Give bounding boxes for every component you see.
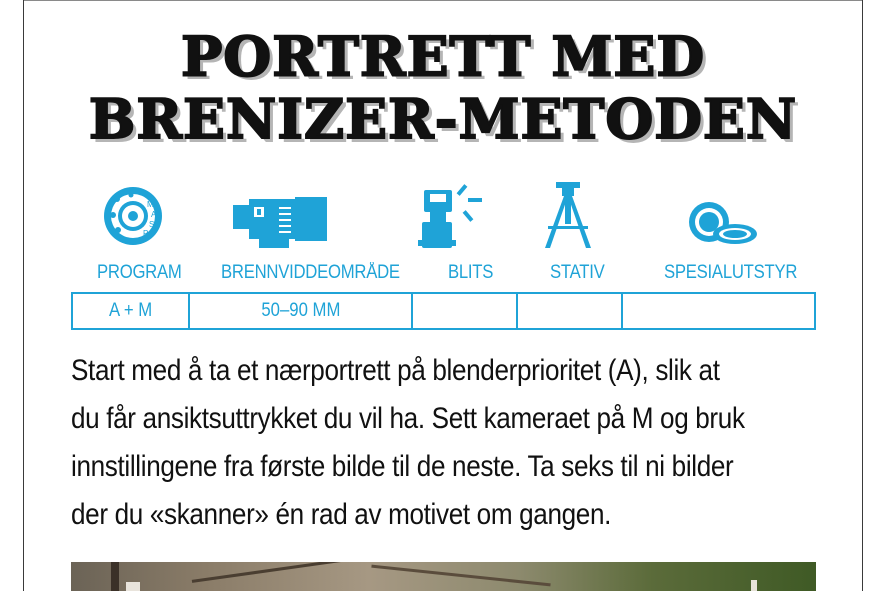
title-line-1: PORTRETT MED <box>180 24 706 88</box>
svg-text:S: S <box>149 220 155 229</box>
lens-icon <box>233 195 328 250</box>
tripod-icon <box>544 182 592 250</box>
spec-label-tripod: STATIV <box>550 262 605 283</box>
spec-value-flash <box>413 294 518 328</box>
title-line-2: BRENIZER-METODEN <box>88 87 798 151</box>
spec-value-tripod <box>518 294 623 328</box>
svg-text:A: A <box>151 210 157 219</box>
article-title <box>24 25 862 150</box>
body-paragraph <box>71 347 831 539</box>
spec-label-focal-range: BRENNVIDDEOMRÅDE <box>221 262 400 283</box>
body-line: du får ansiktsuttrykket du vil ha. Sett kameraet på M og bruk <box>71 402 745 435</box>
body-line: innstillingene fra første bilde til de neste. Ta seks til ni bilder <box>71 450 734 483</box>
svg-text:P: P <box>143 229 149 238</box>
spec-label-flash: BLITS <box>448 262 494 283</box>
body-line: der du «skanner» én rad av motivet om gangen. <box>71 498 612 531</box>
spec-table <box>71 292 816 330</box>
flash-icon <box>416 180 494 250</box>
svg-text:M: M <box>147 200 154 209</box>
spec-value-special-gear <box>623 294 814 328</box>
mode-dial-icon <box>101 185 169 247</box>
top-rule <box>24 0 862 1</box>
page-edge-right <box>862 0 863 591</box>
spec-value-focal-range: 50–90 MM <box>190 294 413 328</box>
spec-label-special-gear: SPESIALUTSTYR <box>664 262 798 283</box>
spec-label-program: PROGRAM <box>97 262 182 283</box>
filters-icon <box>687 200 759 250</box>
example-photo <box>71 562 816 591</box>
body-line: Start med å ta et nærportrett på blenderprioritet (A), slik at <box>71 354 720 387</box>
spec-value-program: A + M <box>73 294 190 328</box>
